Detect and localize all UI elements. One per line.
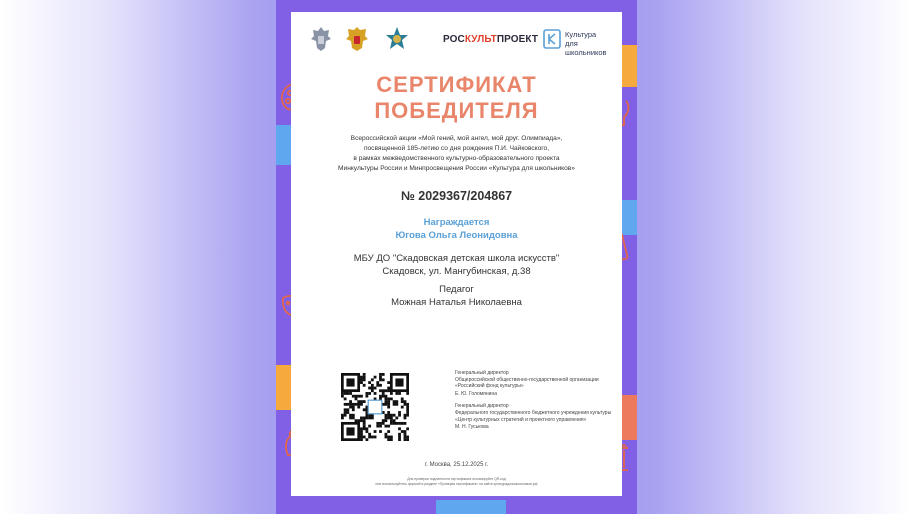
certificate-title: СЕРТИФИКАТ: [376, 72, 537, 97]
organization-name: МБУ ДО "Скадовская детская школа искусств": [353, 253, 560, 264]
roskultproekt-logo: РОСКУЛЬТПРОЕКТ: [443, 34, 539, 45]
awardee-block: [291, 216, 622, 242]
signature-name: М. Н. Гуськова: [455, 424, 489, 431]
teacher-label: Педагог: [439, 284, 474, 295]
signature-role: Генеральный директор: [455, 403, 509, 410]
eagle-emblem-icon: [309, 26, 333, 52]
certificate-paper: [291, 12, 622, 496]
awarded-label: Награждается: [423, 217, 490, 228]
certificate-subtitle: ПОБЕДИТЕЛЯ: [374, 98, 539, 123]
signature-org: Федерального государственного бюджетного учреждения культуры «Центр культурных стратегий и проектного управления»: [455, 409, 612, 423]
verification-note: Для проверки подлинности сертификата отсканируйте QR-код или воспользуйтесь формой в разделе «Проверка сертификата» на сайте культурадляшкольников.рф: [375, 477, 538, 486]
certificate-number: № 2029367/204867: [400, 189, 513, 203]
bottom-strip: [436, 500, 506, 514]
side-strip: [622, 395, 637, 440]
qr-code-icon[interactable]: [341, 373, 409, 441]
signature-role: Генеральный директор: [455, 370, 509, 376]
kds-logo-icon: [543, 29, 561, 49]
place-date: г. Москва, 25.12.2025 г.: [424, 462, 489, 468]
coat-of-arms-icon: [345, 26, 369, 52]
teacher-name: Можная Наталья Николаевна: [391, 297, 522, 308]
side-strip: [622, 45, 637, 87]
signature-org: Общероссийской общественно-государственной организации «Российский фонд культуры»: [455, 376, 599, 390]
signature-name: Е. Ю. Голомянина: [455, 390, 497, 397]
teacher-block: [291, 283, 622, 309]
certificate-description: Всероссийской акции «Мой гений, мой ангел, мой друг. Олимпиада», посвященной 185-летию со дня рождения П.И. Чайковского, в рамках межведомственного культурно-образовательного проекта Минкультуры России и Минпросвещения России «Культура для школьников»: [338, 135, 575, 172]
logo-row: [309, 26, 609, 57]
awardee-name: Югова Ольга Леонидовна: [395, 230, 518, 241]
signatures: [455, 370, 615, 437]
organization-address: Скадовск, ул. Мангубинская, д.38: [382, 266, 531, 277]
kds-logo-text: Культура для школьников: [565, 30, 607, 57]
organization-block: [291, 252, 622, 278]
star-emblem-icon: [385, 26, 409, 52]
side-strip: [276, 365, 291, 410]
side-strip: [276, 125, 291, 165]
